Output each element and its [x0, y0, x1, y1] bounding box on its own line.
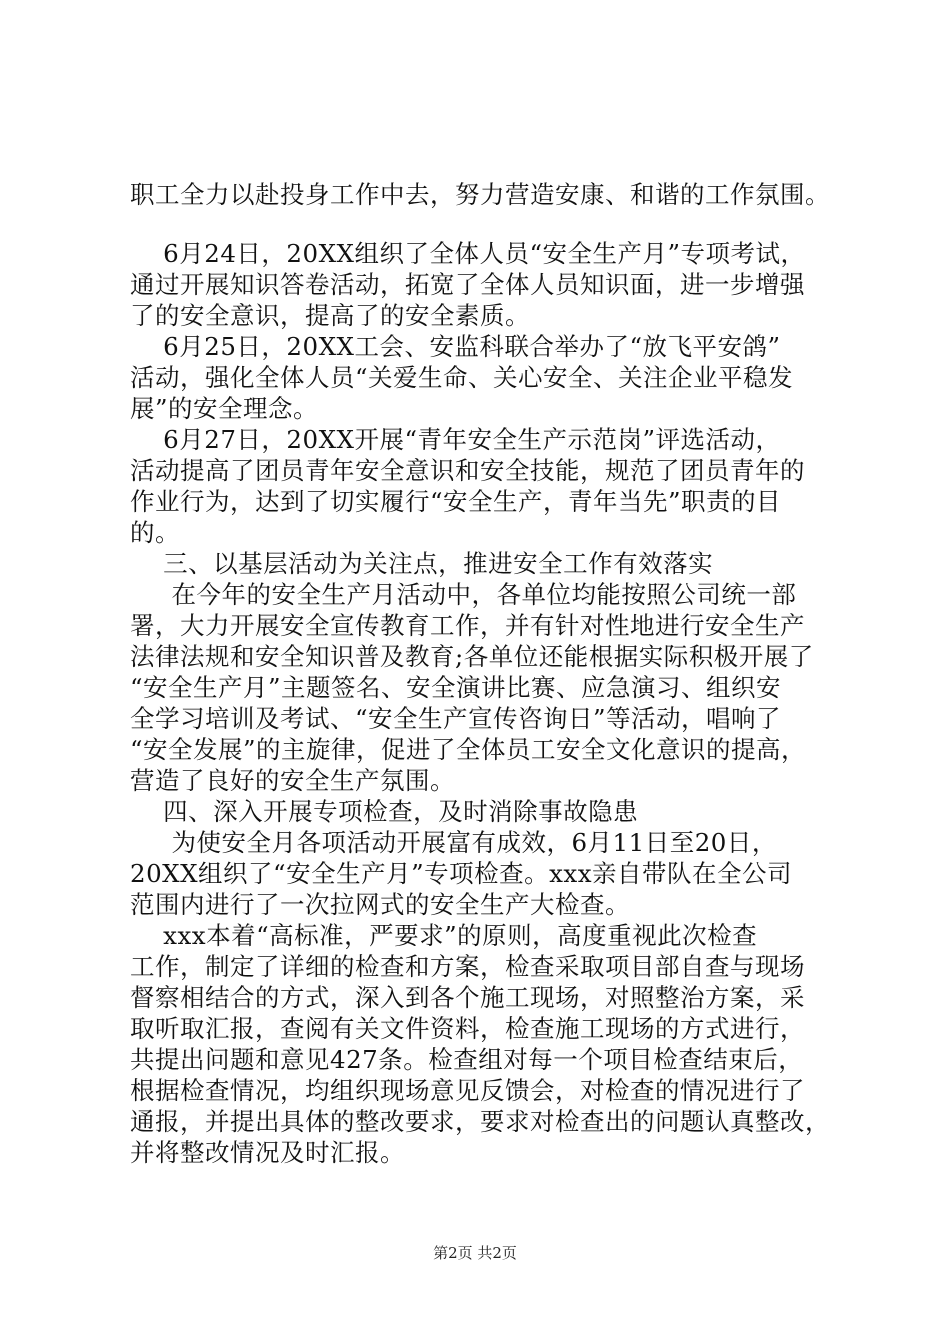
text-line-23: 范围内进行了一次拉网式的安全生产大检查。	[130, 890, 630, 919]
text-line-13: 在今年的安全生产月活动中，各单位均能按照公司统一部	[130, 580, 797, 609]
text-line-9: 活动提高了团员青年安全意识和安全技能，规范了团员青年的	[130, 456, 805, 485]
text-line-25: 工作，制定了详细的检查和方案，检查采取项目部自查与现场	[130, 952, 805, 981]
text-line-14: 署，大力开展安全宣传教育工作，并有针对性地进行安全生产	[130, 611, 805, 640]
section-heading-4: 四、深入开展专项检查，及时消除事故隐患	[130, 797, 639, 826]
text-line-7: 展”的安全理念。	[130, 394, 319, 423]
text-line-11: 的。	[130, 518, 180, 547]
text-line-24: xxx本着“高标准，严要求”的原则，高度重视此次检查	[130, 921, 758, 950]
text-line-1: 职工全力以赴投身工作中去，努力营造安康、和谐的工作氛围。	[130, 180, 830, 209]
text-line-6: 活动，强化全体人员“关爱生命、关心安全、关注企业平稳发	[130, 363, 794, 392]
text-line-5: 6月25日，20XX工会、安监科联合举办了“放飞平安鸽”	[130, 332, 781, 361]
text-line-8: 6月27日，20XX开展“青年安全生产示范岗”评选活动，	[130, 425, 781, 454]
text-line-3: 通过开展知识答卷活动，拓宽了全体人员知识面，进一步增强	[130, 270, 805, 299]
text-line-21: 为使安全月各项活动开展富有成效，6月11日至20日，	[130, 828, 777, 857]
text-line-30: 通报，并提出具体的整改要求，要求对检查出的问题认真整改，	[130, 1107, 830, 1136]
text-line-16: “安全生产月”主题签名、安全演讲比赛、应急演习、组织安	[130, 673, 782, 702]
text-line-31: 并将整改情况及时汇报。	[130, 1138, 405, 1167]
text-line-28: 共提出问题和意见427条。检查组对每一个项目检查结束后，	[130, 1045, 804, 1074]
text-line-15: 法律法规和安全知识普及教育;各单位还能根据实际积极开展了	[130, 642, 814, 671]
text-line-17: 全学习培训及考试、“安全生产宣传咨询日”等活动，唱响了	[130, 704, 782, 733]
text-line-27: 取听取汇报，查阅有关文件资料，检查施工现场的方式进行，	[130, 1014, 805, 1043]
text-line-4: 了的安全意识，提高了的安全素质。	[130, 301, 530, 330]
text-line-22: 20XX组织了“安全生产月”专项检查。xxx亲自带队在全公司	[130, 859, 793, 888]
page-footer: 第2页 共2页	[433, 1244, 517, 1262]
text-line-29: 根据检查情况，均组织现场意见反馈会，对检查的情况进行了	[130, 1076, 805, 1105]
text-line-19: 营造了良好的安全生产氛围。	[130, 766, 455, 795]
text-line-10: 作业行为，达到了切实履行“安全生产，青年当先”职责的目	[130, 487, 782, 516]
section-heading-3: 三、以基层活动为关注点，推进安全工作有效落实	[130, 549, 714, 578]
text-line-2: 6月24日，20XX组织了全体人员“安全生产月”专项考试，	[130, 239, 806, 268]
text-line-26: 督察相结合的方式，深入到各个施工现场，对照整治方案，采	[130, 983, 805, 1012]
text-line-18: “安全发展”的主旋律，促进了全体员工安全文化意识的提高，	[130, 735, 807, 764]
